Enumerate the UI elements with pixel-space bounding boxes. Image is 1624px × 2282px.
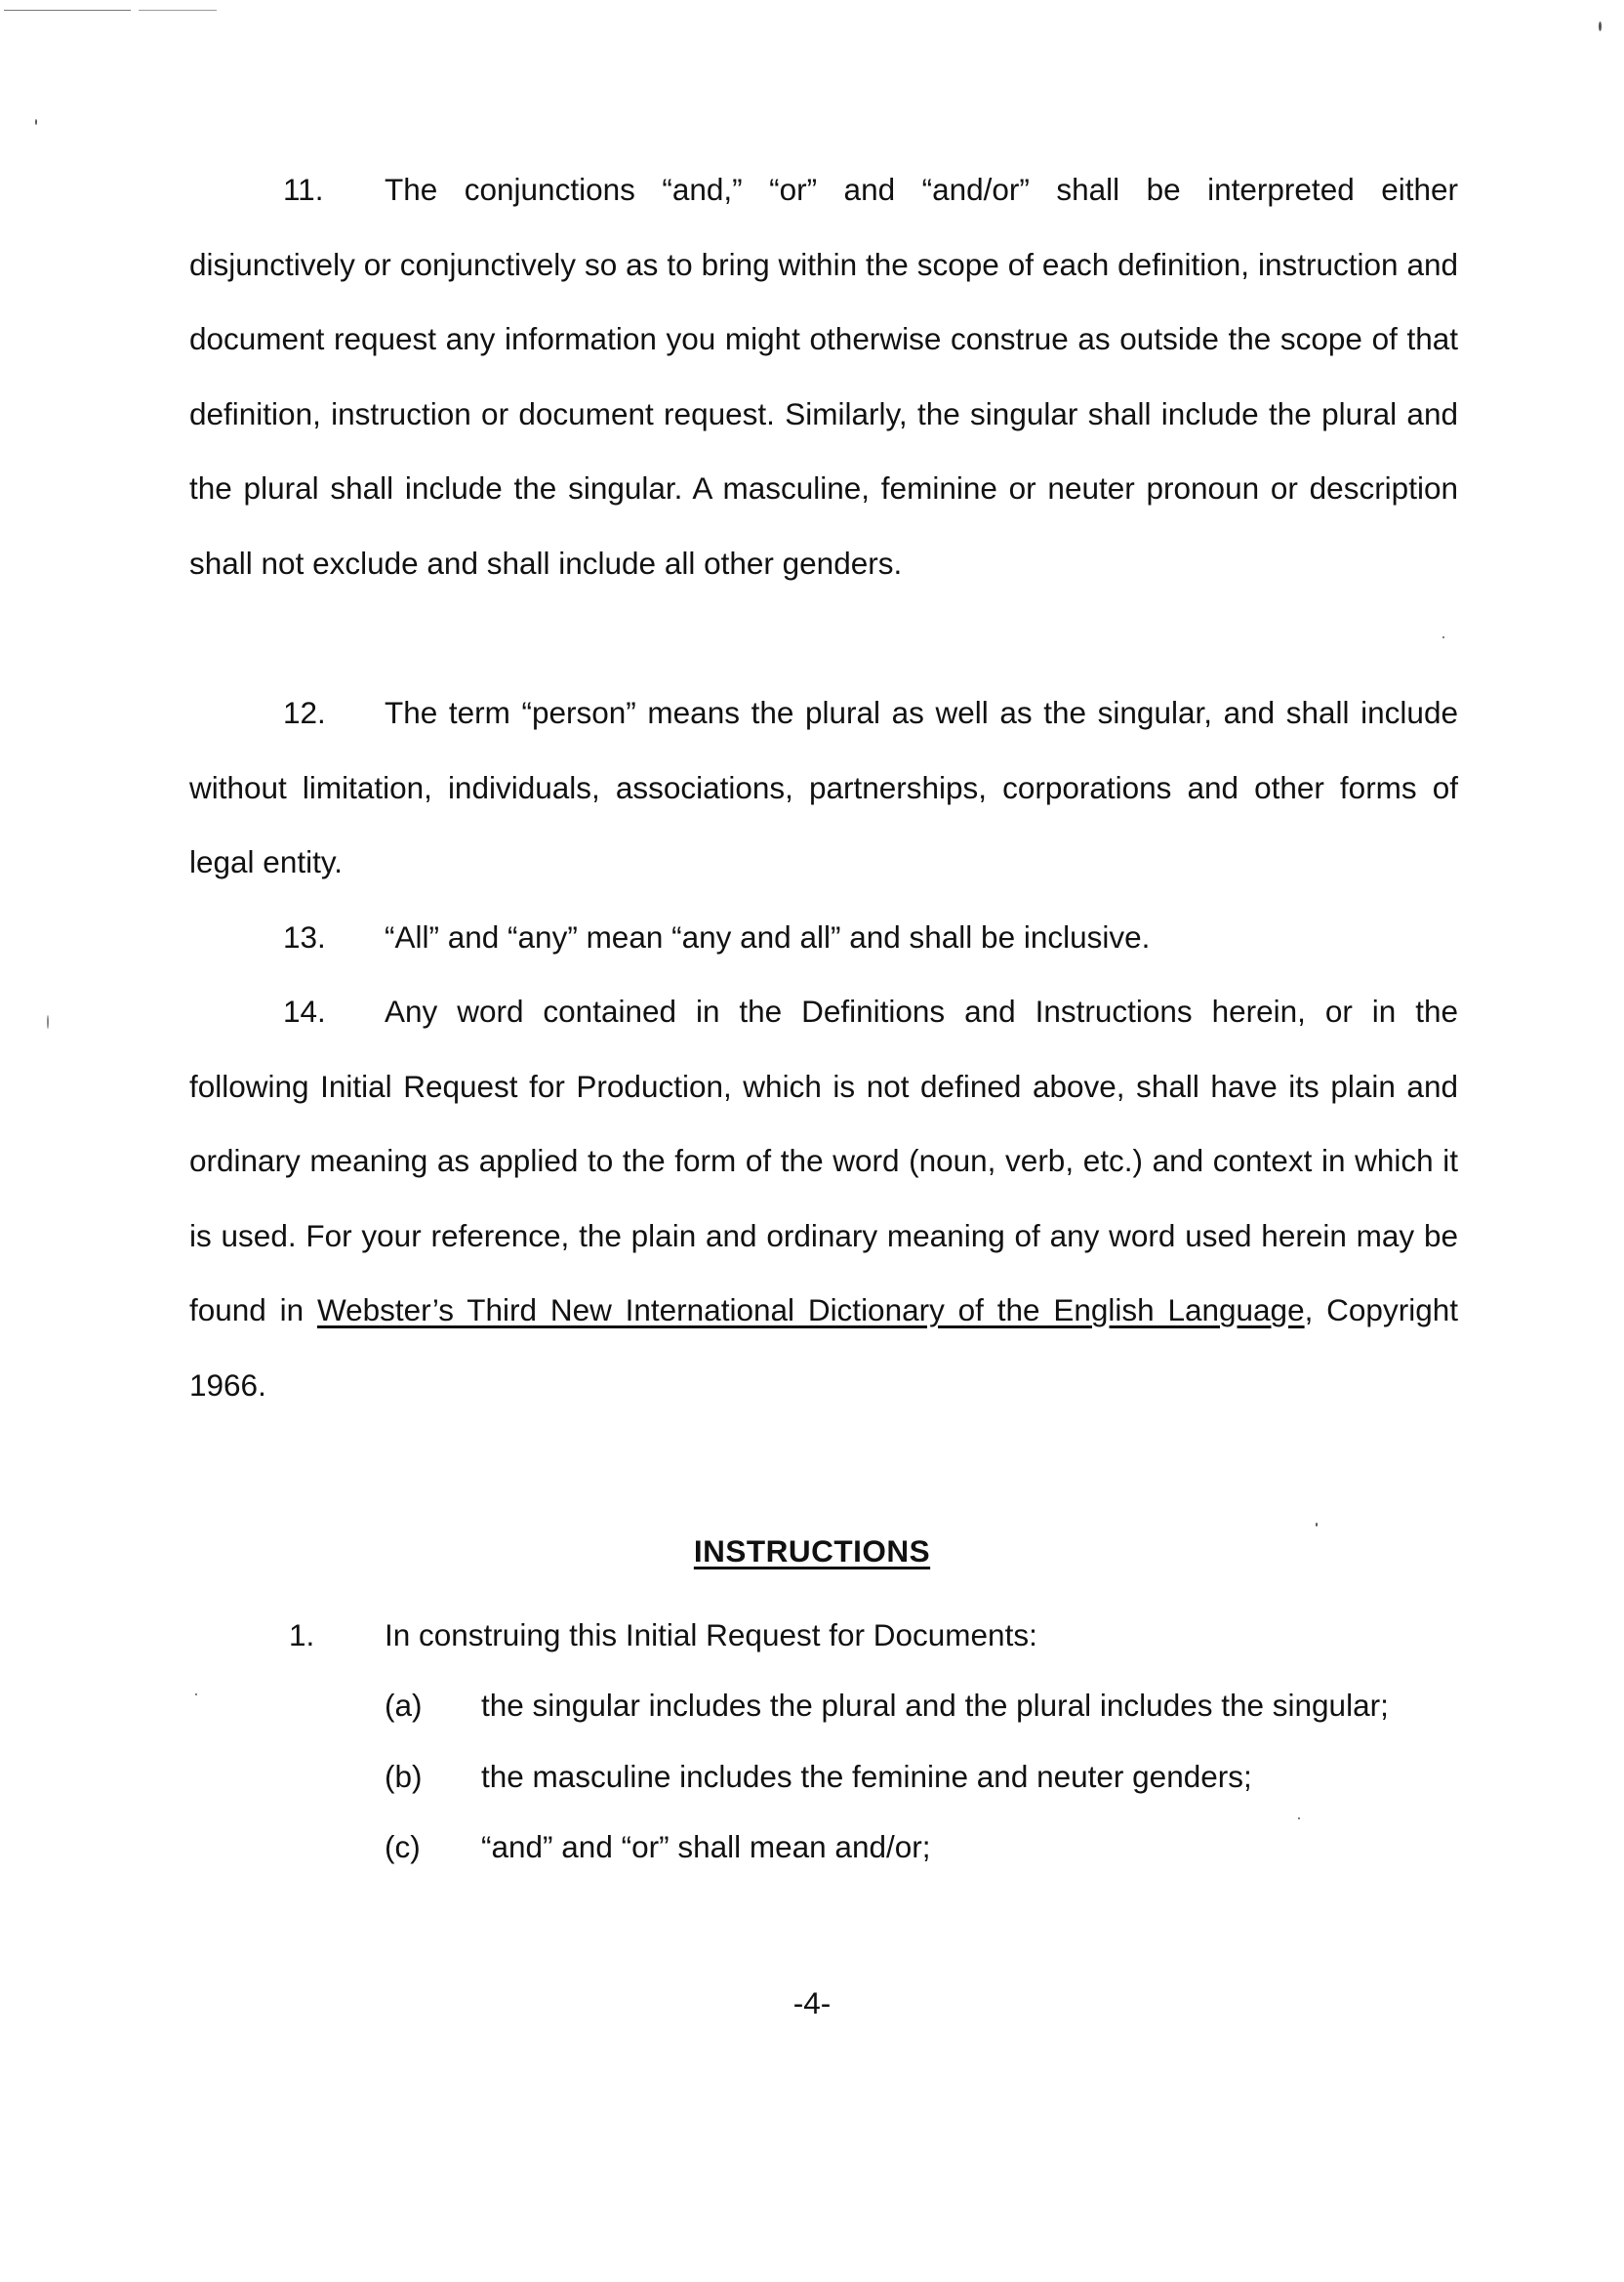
scan-speck	[1316, 1523, 1318, 1527]
paragraph-number: 11.	[283, 172, 324, 207]
subitem-label: (b)	[385, 1759, 423, 1794]
definition-paragraph-14	[189, 974, 1458, 1422]
paragraph-text: “All” and “any” mean “any and all” and shall be inclusive.	[385, 919, 1151, 955]
instruction-number: 1.	[289, 1617, 315, 1652]
instructions-heading: INSTRUCTIONS	[693, 1533, 931, 1569]
scan-speck	[195, 1693, 197, 1695]
dictionary-citation: Webster’s Third New International Dictionary of the English Language	[316, 1292, 1305, 1327]
scan-speck	[1298, 1817, 1300, 1819]
subitem-label: (a)	[385, 1688, 423, 1723]
subitem-text: the singular includes the plural and the plural includes the singular;	[481, 1688, 1389, 1723]
instruction-subitem-a	[0, 1686, 1624, 1725]
instruction-subitem-c	[0, 1827, 1624, 1866]
definition-paragraph-13	[189, 900, 1458, 975]
paragraph-number: 13.	[283, 919, 326, 955]
scan-artifact-line	[139, 10, 217, 11]
page-number: -4-	[792, 1985, 832, 2020]
paragraph-text: The term “person” means the plural as well as the singular, and shall include without limitation, individuals, associations, partnerships, corporations and other forms of legal entity.	[189, 695, 1458, 879]
instruction-subitem-b	[0, 1757, 1624, 1796]
definition-paragraph-11	[189, 152, 1458, 600]
definition-paragraph-12	[189, 675, 1458, 900]
scan-speck	[1442, 636, 1444, 638]
instruction-text: In construing this Initial Request for Documents:	[385, 1617, 1037, 1652]
paragraph-text: The conjunctions “and,” “or” and “and/or” shall be interpreted either disjunctively or conjunctively so as to bring within the scope of each definition, instruction and document request any information you might otherwise construe as outside the scope of that definition, instruction or document request. Similarly, the singular shall include the plural and the plural shall include the singular. A masculine, feminine or neuter pronoun or description shall not exclude and shall include all other genders.	[189, 172, 1458, 581]
scan-speck	[1599, 21, 1602, 31]
paragraph-text-end: , Copyright 1966.	[189, 1292, 1458, 1403]
paragraph-number: 12.	[283, 695, 326, 730]
scan-speck	[35, 119, 37, 125]
subitem-text: the masculine includes the feminine and neuter genders;	[481, 1759, 1252, 1794]
subitem-label: (c)	[385, 1829, 421, 1864]
paragraph-text: Any word contained in the Definitions and Instructions herein, or in the following Initial Request for Production, which is not defined above, shall have its plain and ordinary meaning as applied to the form of the word (noun, verb, etc.) and context in which it is used. For your reference, the plain and ordinary meaning of any word used herein may be found in	[189, 994, 1458, 1327]
scan-speck	[47, 1015, 49, 1029]
paragraph-number: 14.	[283, 994, 326, 1029]
subitem-text: “and” and “or” shall mean and/or;	[481, 1829, 931, 1864]
scan-artifact-line	[4, 10, 131, 11]
